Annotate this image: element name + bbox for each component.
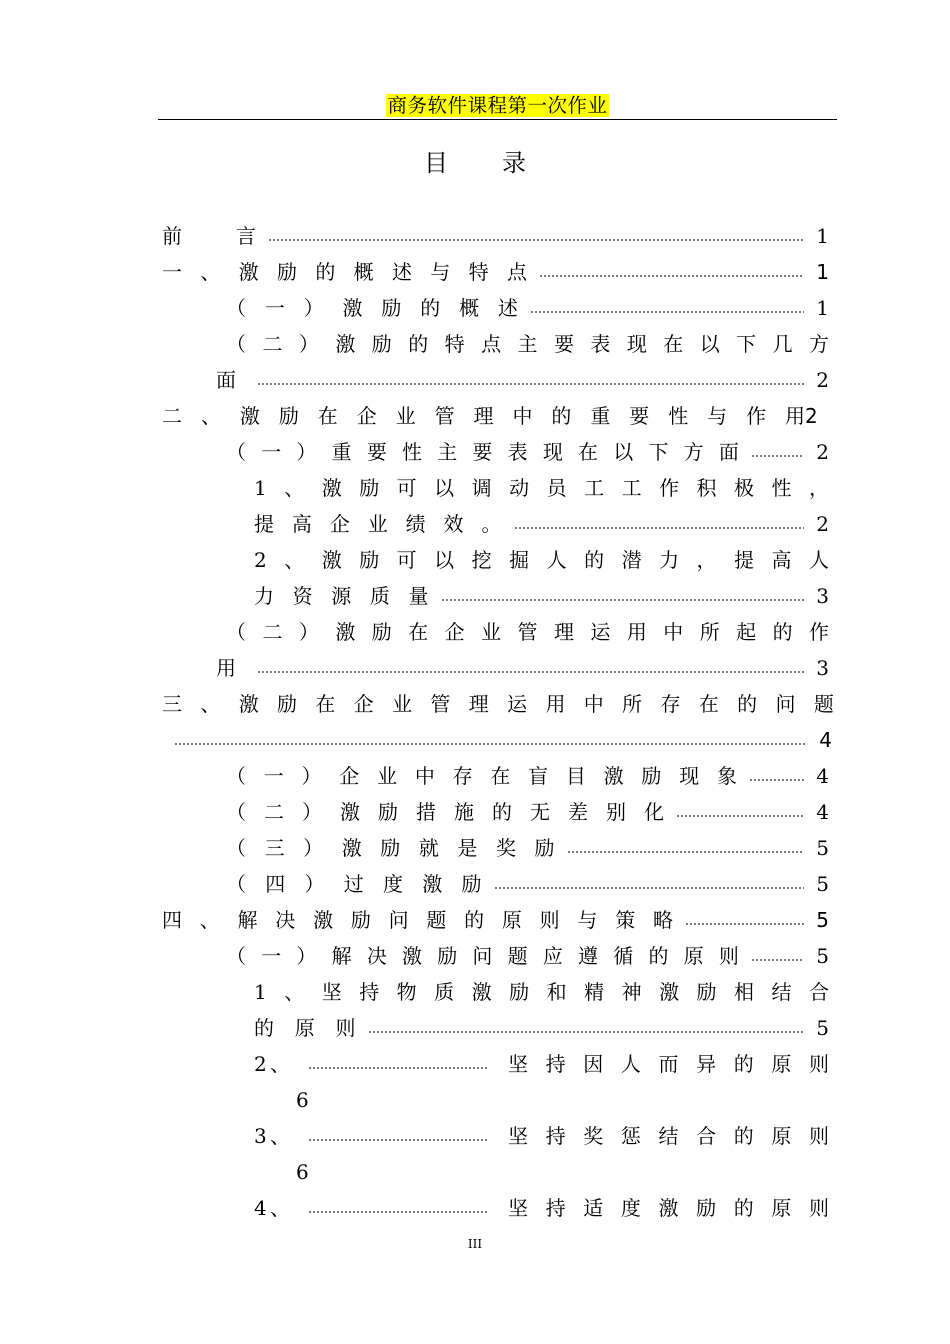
- dot-leader: [268, 239, 804, 241]
- toc-entry-page: 5: [816, 836, 829, 860]
- toc-entry-continued[interactable]: [254, 1010, 829, 1046]
- toc-entry-continued[interactable]: [216, 362, 829, 398]
- toc-entry-page: 1: [816, 260, 829, 284]
- toc-entry[interactable]: [254, 1118, 829, 1154]
- toc-entry-page: 5: [816, 908, 829, 932]
- toc-entry-page: 6: [296, 1088, 309, 1112]
- toc-entry-leader[interactable]: [162, 722, 832, 758]
- toc-entry[interactable]: [226, 866, 829, 902]
- dot-leader: [676, 815, 804, 817]
- toc-title-char-1: 目: [424, 149, 448, 177]
- toc-entry-label: 坚 持 奖 惩 结 合 的 原 则: [508, 1124, 829, 1148]
- toc-entry-label: 1 、 激 励 可 以 调 动 员 工 工 作 积 极 性 ，: [254, 476, 829, 500]
- page-header: [158, 92, 837, 120]
- toc-entry-label: （ 三 ） 激 励 就 是 奖 励: [226, 836, 555, 860]
- toc-entry-page: 4: [819, 728, 832, 752]
- toc-entry-label: 的 原 则: [254, 1016, 356, 1040]
- toc-entry[interactable]: [254, 470, 829, 506]
- toc-entry-label: 面: [216, 368, 236, 392]
- toc-entry[interactable]: [226, 830, 829, 866]
- header-title: 商务软件课程第一次作业: [387, 94, 608, 117]
- toc-entry[interactable]: [226, 290, 829, 326]
- toc-entry-label: 1 、 坚 持 物 质 激 励 和 精 神 激 励 相 结 合: [254, 980, 829, 1004]
- toc-entry-page: 1: [816, 296, 829, 320]
- toc-entry-label: （ 二 ） 激 励 在 企 业 管 理 运 用 中 所 起 的 作: [226, 620, 829, 644]
- toc-entry-page: 1: [816, 224, 829, 248]
- toc-entry[interactable]: [162, 398, 829, 434]
- toc-entry[interactable]: [254, 974, 829, 1010]
- toc-entry[interactable]: [226, 938, 829, 974]
- toc-entry-label: 2 、 激 励 可 以 挖 掘 人 的 潜 力 ， 提 高 人: [254, 548, 829, 572]
- toc-entry-label: （ 一 ） 重 要 性 主 要 表 现 在 以 下 方 面: [226, 440, 739, 464]
- toc-title: [0, 146, 950, 180]
- toc-entry-label: （ 一 ） 激 励 的 概 述: [226, 296, 518, 320]
- toc-entry-label: 四 、 解 决 激 励 问 题 的 原 则 与 策 略: [162, 908, 673, 932]
- toc-title-char-2: 录: [502, 149, 526, 177]
- toc-entry[interactable]: [162, 218, 829, 254]
- toc-entry-label: （ 一 ） 企 业 中 存 在 盲 目 激 励 现 象: [226, 764, 737, 788]
- dot-leader: [749, 779, 804, 781]
- toc-entry-page: 3: [816, 656, 829, 680]
- toc-entry[interactable]: [254, 542, 829, 578]
- toc-entry[interactable]: [226, 434, 829, 470]
- dot-leader: [751, 455, 804, 457]
- toc-entry-number: 2 、: [254, 1052, 290, 1076]
- toc-entry[interactable]: [254, 1046, 829, 1082]
- toc-entry-page: 4: [816, 800, 829, 824]
- toc-entry[interactable]: [226, 614, 829, 650]
- dot-leader: [567, 851, 805, 853]
- dot-leader: [494, 887, 805, 889]
- dot-leader: [257, 671, 805, 673]
- toc-entry[interactable]: [226, 326, 829, 362]
- dot-leader: [308, 1139, 488, 1141]
- toc-entry-label: （ 一 ） 解 决 激 励 问 题 应 遵 循 的 原 则: [226, 944, 739, 968]
- toc-entry-number: 3 、: [254, 1124, 290, 1148]
- toc-entry[interactable]: [226, 794, 829, 830]
- toc-entry-label: 前 言: [162, 224, 256, 248]
- toc-entry-page: 2: [816, 440, 829, 464]
- toc-entry-label: 提 高 企 业 绩 效 。: [254, 512, 502, 536]
- dot-leader: [368, 1031, 805, 1033]
- toc-entry[interactable]: [254, 1190, 829, 1226]
- toc-entry[interactable]: [162, 686, 834, 722]
- dot-leader: [539, 275, 804, 277]
- toc-entry-label: 坚 持 因 人 而 异 的 原 则: [508, 1052, 829, 1076]
- dot-leader: [441, 599, 805, 601]
- toc-entry-page: 5: [816, 872, 829, 896]
- toc-entry-label: 用: [216, 656, 236, 680]
- toc-entry-page: 2: [816, 512, 829, 536]
- toc-entry[interactable]: [162, 254, 829, 290]
- toc-entry-label: 坚 持 适 度 激 励 的 原 则: [508, 1196, 829, 1220]
- toc-entry-label: 三 、 激 励 在 企 业 管 理 运 用 中 所 存 在 的 问 题: [162, 692, 834, 716]
- toc-entry-label: 二 、 激 励 在 企 业 管 理 中 的 重 要 性 与 作 用: [162, 404, 805, 428]
- dot-leader: [530, 311, 804, 313]
- dot-leader: [685, 923, 804, 925]
- toc-entry-page: 5: [816, 1016, 829, 1040]
- toc-entry-page: 3: [816, 584, 829, 608]
- toc-entry-page: 6: [296, 1160, 309, 1184]
- toc-entry-page: 5: [816, 944, 829, 968]
- toc-entry-label: （ 二 ） 激 励 的 特 点 主 要 表 现 在 以 下 几 方: [226, 332, 829, 356]
- dot-leader: [257, 383, 805, 385]
- toc-entry-page: 2: [805, 404, 818, 428]
- dot-leader: [751, 959, 804, 961]
- dot-leader: [514, 527, 805, 529]
- toc-entry-page: 4: [816, 764, 829, 788]
- toc-entry-continued[interactable]: [254, 506, 829, 542]
- dot-leader: [174, 743, 807, 745]
- toc-entry[interactable]: [226, 758, 829, 794]
- toc-entry-page: 2: [816, 368, 829, 392]
- toc-entry-continued[interactable]: [216, 650, 829, 686]
- dot-leader: [308, 1067, 488, 1069]
- dot-leader: [308, 1211, 488, 1213]
- page-number: III: [467, 1237, 483, 1251]
- toc-entry-label: 力 资 源 质 量: [254, 584, 429, 608]
- toc-entry-continued[interactable]: [254, 578, 829, 614]
- toc-entry-number: 4 、: [254, 1196, 290, 1220]
- toc-entry-label: （ 二 ） 激 励 措 施 的 无 差 别 化: [226, 800, 664, 824]
- toc-entry-label: （ 四 ） 过 度 激 励: [226, 872, 482, 896]
- toc-entry-label: 一 、 激 励 的 概 述 与 特 点: [162, 260, 527, 284]
- toc-entry[interactable]: [162, 902, 829, 938]
